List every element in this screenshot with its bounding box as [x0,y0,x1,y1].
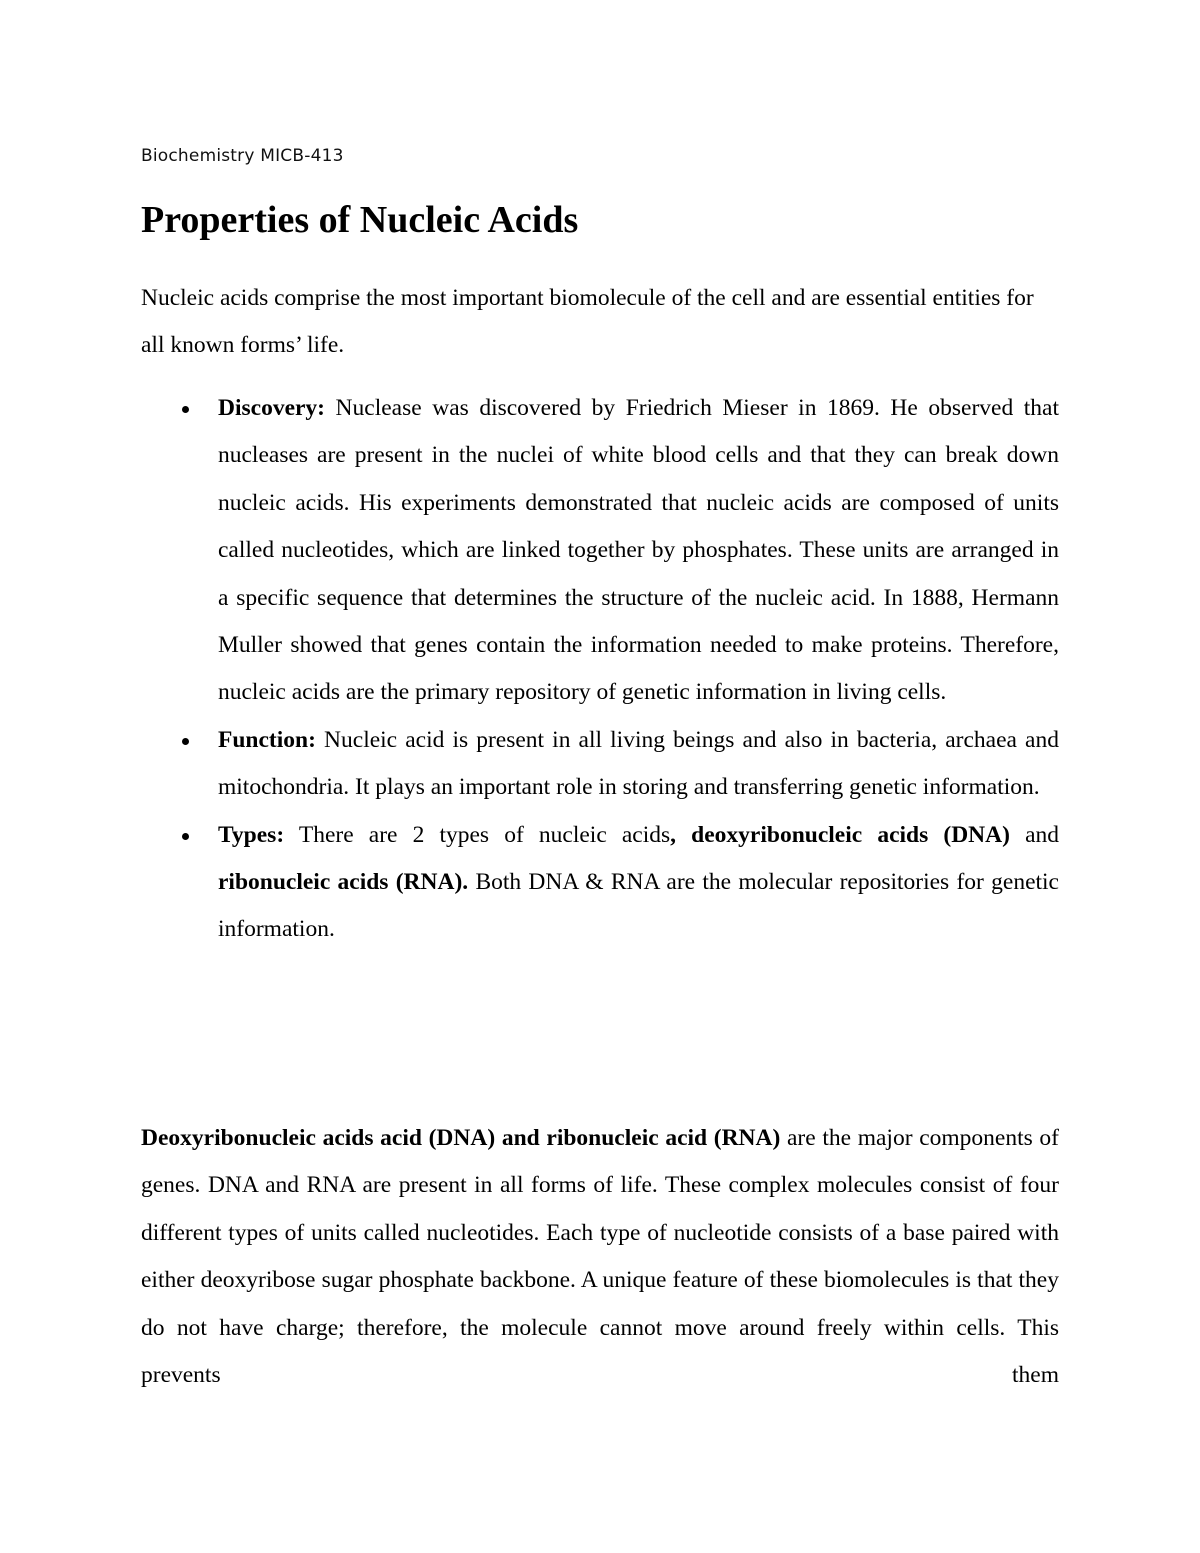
list-item-types [141,812,1059,954]
bullet-bold-term: , deoxyribonucleic acids (DNA) [670,821,1010,848]
bullet-text: Nuclease was discovered by Friedrich Mieser in 1869. He observed that nucleases are present in the nuclei of white blood cells and that they can break down nucleic acids. His experiments demonstrated that nucleic acids are composed of units called nucleotides, which are linked together by phosphates. These units are arranged in a specific sequence that determines the structure of the nucleic acid. In 1888, Hermann Muller showed that genes contain the information needed to make proteins. Therefore, nucleic acids are the primary repository of genetic information in living cells. [218,395,1059,706]
closing-bold-lead: Deoxyribonucleic acids acid (DNA) and ribonucleic acid (RNA) [141,1125,781,1151]
list-item-discovery [141,385,1059,717]
bullet-bold-term: ribonucleic acids (RNA). [218,869,469,896]
page-title: Properties of Nucleic Acids [141,199,579,241]
closing-paragraph [141,1115,1059,1399]
bullet-text: Both DNA & RNA are the molecular repositories for genetic information. [218,869,1059,943]
bullet-icon [182,738,189,745]
bullet-text: There are 2 types of nucleic acids [284,821,671,848]
bullet-icon [182,833,189,840]
closing-text: are the major components of genes. DNA and RNA are present in all forms of life. These complex molecules consist of four different types of units called nucleotides. Each type of nucleotide consists of a base paired with either deoxyribose sugar phosphate backbone. A unique feature of these biomolecules is that they do not have charge; therefore, the molecule cannot move around freely within cells. This prevents them [141,1125,1059,1389]
bullet-label: Discovery: [218,395,326,421]
list-item-function [141,717,1059,812]
bullet-label: Function: [218,726,316,753]
property-list [141,385,1059,954]
intro-paragraph: Nucleic acids comprise the most important biomolecule of the cell and are essential entities for all known forms’ life. [141,285,1034,359]
bullet-icon [182,406,189,413]
course-header: Biochemistry MICB-413 [141,146,344,166]
bullet-text: Nucleic acid is present in all living beings and also in bacteria, archaea and mitochondria. It plays an important role in storing and transferring genetic information. [218,726,1059,801]
bullet-text: and [1009,821,1059,848]
bullet-label: Types: [218,821,285,848]
